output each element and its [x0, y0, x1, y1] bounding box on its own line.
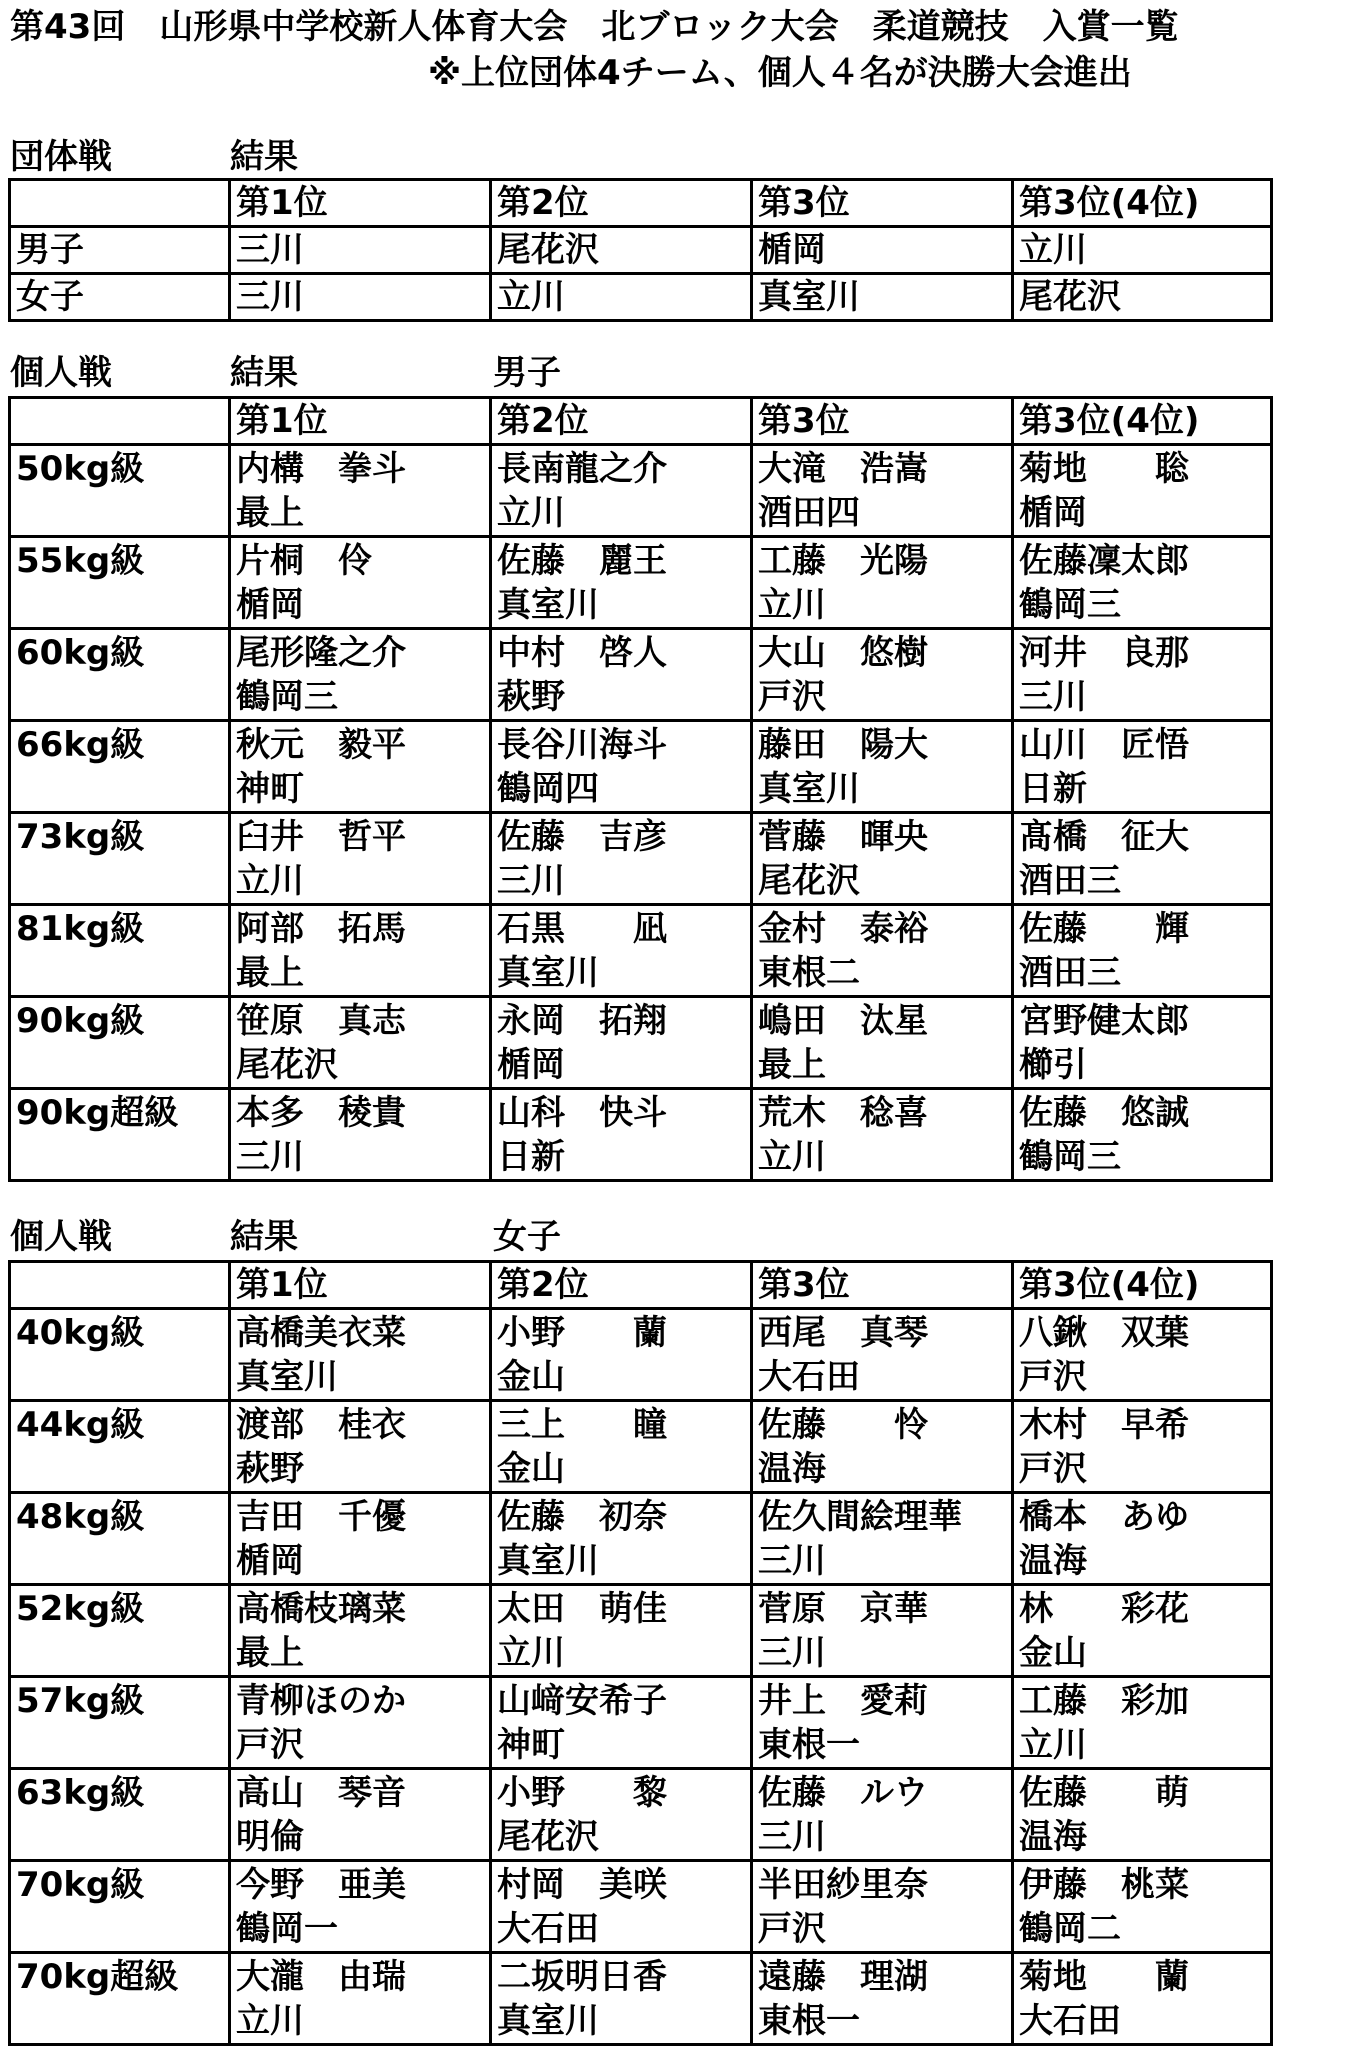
winner-cell — [491, 1089, 752, 1181]
school-name: 最上 — [236, 953, 304, 993]
school-name: 萩野 — [236, 1449, 304, 1489]
rank-header-cell: 第2位 — [491, 398, 752, 445]
school-name: 戸沢 — [758, 677, 826, 717]
winner-cell — [752, 813, 1013, 905]
athlete-name: 河井 良那 — [1019, 633, 1189, 673]
school-name: 金山 — [1019, 1633, 1087, 1673]
school-name: 明倫 — [236, 1817, 304, 1857]
winner-cell — [491, 1861, 752, 1953]
athlete-name: 村岡 美咲 — [497, 1865, 667, 1905]
school-name: 楯岡 — [236, 585, 304, 625]
athlete-name: 山﨑安希子 — [497, 1681, 667, 1721]
athlete-name: 菅原 京華 — [758, 1589, 928, 1629]
school-name: 立川 — [758, 1137, 826, 1177]
winner-cell — [491, 905, 752, 997]
school-name: 神町 — [236, 769, 304, 809]
winner-cell — [1013, 721, 1272, 813]
school-name: 真室川 — [758, 769, 860, 809]
gender-cell: 女子 — [10, 274, 230, 321]
weight-class-row — [10, 1953, 1272, 2045]
winner-cell — [491, 813, 752, 905]
athlete-name: 工藤 光陽 — [758, 541, 928, 581]
girls-individual-table — [8, 1260, 1273, 2046]
winner-cell — [230, 1089, 491, 1181]
school-cell: 三川 — [230, 274, 491, 321]
school-name: 鶴岡三 — [1019, 585, 1121, 625]
athlete-name: 嶋田 汰星 — [758, 1001, 928, 1041]
school-name: 最上 — [758, 1045, 826, 1085]
rank-header-cell: 第3位(4位) — [1013, 180, 1272, 227]
school-name: 東根一 — [758, 1725, 860, 1765]
winner-cell — [230, 905, 491, 997]
boys-gender-label: 男子 — [493, 353, 561, 393]
winner-cell — [1013, 1861, 1272, 1953]
school-name: 酒田四 — [758, 493, 860, 533]
weight-class-cell: 60kg級 — [10, 629, 230, 721]
school-name: 東根二 — [758, 953, 860, 993]
winner-cell — [230, 1769, 491, 1861]
weight-class-row — [10, 813, 1272, 905]
school-name: 立川 — [497, 1633, 565, 1673]
athlete-name: 佐藤 ルウ — [758, 1773, 928, 1813]
school-name: 尾花沢 — [758, 861, 860, 901]
school-name: 真室川 — [497, 585, 599, 625]
team-row — [10, 274, 1272, 321]
winner-cell — [752, 905, 1013, 997]
athlete-name: 荒木 稔喜 — [758, 1093, 928, 1133]
team-header-row — [10, 180, 1272, 227]
athlete-name: 大山 悠樹 — [758, 633, 928, 673]
winner-cell — [1013, 1677, 1272, 1769]
weight-class-row — [10, 629, 1272, 721]
athlete-name: 片桐 伶 — [236, 541, 372, 581]
team-row — [10, 227, 1272, 274]
girls-table-body — [10, 1262, 1272, 2045]
school-name: 立川 — [236, 2001, 304, 2041]
athlete-name: 藤田 陽大 — [758, 725, 928, 765]
athlete-name: 太田 萌佳 — [497, 1589, 667, 1629]
athlete-name: 林 彩花 — [1019, 1589, 1189, 1629]
rank-header-cell: 第2位 — [491, 1262, 752, 1309]
athlete-name: 八鍬 双葉 — [1019, 1313, 1189, 1353]
winner-cell — [1013, 1309, 1272, 1401]
athlete-name: 三上 瞳 — [497, 1405, 667, 1445]
athlete-name: 二坂明日香 — [497, 1957, 667, 1997]
girls-section-label: 個人戦 — [10, 1217, 112, 1257]
athlete-name: 高山 琴音 — [236, 1773, 406, 1813]
weight-class-row — [10, 1309, 1272, 1401]
athlete-name: 高橋美衣菜 — [236, 1313, 406, 1353]
school-name: 鶴岡一 — [236, 1909, 338, 1949]
athlete-name: 大滝 浩嵩 — [758, 449, 928, 489]
athlete-name: 菊地 蘭 — [1019, 1957, 1189, 1997]
school-name: 三川 — [497, 861, 565, 901]
school-name: 日新 — [1019, 769, 1087, 809]
winner-cell — [230, 721, 491, 813]
winner-cell — [230, 1401, 491, 1493]
athlete-name: 吉田 千優 — [236, 1497, 406, 1537]
school-name: 立川 — [497, 493, 565, 533]
boys-result-label: 結果 — [230, 353, 298, 393]
athlete-name: 大瀧 由瑞 — [236, 1957, 406, 1997]
school-name: 真室川 — [497, 953, 599, 993]
weight-class-cell: 40kg級 — [10, 1309, 230, 1401]
athlete-name: 井上 愛莉 — [758, 1681, 928, 1721]
school-name: 大石田 — [758, 1357, 860, 1397]
weight-class-row — [10, 1585, 1272, 1677]
weight-class-row — [10, 1769, 1272, 1861]
athlete-name: 菅藤 暉央 — [758, 817, 928, 857]
school-cell: 尾花沢 — [1013, 274, 1272, 321]
athlete-name: 佐藤 麗王 — [497, 541, 667, 581]
school-name: 温海 — [1019, 1541, 1087, 1581]
winner-cell — [491, 997, 752, 1089]
weight-class-row — [10, 905, 1272, 997]
athlete-name: 遠藤 理湖 — [758, 1957, 928, 1997]
school-name: 酒田三 — [1019, 953, 1121, 993]
winner-cell — [752, 1089, 1013, 1181]
page-title: 第43回 山形県中学校新人体育大会 北ブロック大会 柔道競技 入賞一覧 — [10, 7, 1179, 47]
school-cell: 三川 — [230, 227, 491, 274]
athlete-name: 木村 早希 — [1019, 1405, 1189, 1445]
athlete-name: 佐藤 輝 — [1019, 909, 1189, 949]
winner-cell — [1013, 537, 1272, 629]
winner-cell — [1013, 905, 1272, 997]
winner-cell — [1013, 1089, 1272, 1181]
winner-cell — [230, 1493, 491, 1585]
winner-cell — [230, 537, 491, 629]
school-name: 最上 — [236, 1633, 304, 1673]
school-cell: 立川 — [491, 274, 752, 321]
school-name: 真室川 — [236, 1357, 338, 1397]
athlete-name: 伊藤 桃菜 — [1019, 1865, 1189, 1905]
winner-cell — [1013, 1401, 1272, 1493]
winner-cell — [752, 1309, 1013, 1401]
school-name: 立川 — [1019, 1725, 1087, 1765]
winner-cell — [491, 537, 752, 629]
athlete-name: 内構 拳斗 — [236, 449, 406, 489]
school-name: 真室川 — [497, 1541, 599, 1581]
winner-cell — [752, 1769, 1013, 1861]
school-name: 三川 — [758, 1633, 826, 1673]
winner-cell — [752, 997, 1013, 1089]
weight-class-cell: 57kg級 — [10, 1677, 230, 1769]
winner-cell — [752, 1953, 1013, 2045]
weight-class-row — [10, 1493, 1272, 1585]
school-name: 最上 — [236, 493, 304, 533]
boys-section-label: 個人戦 — [10, 353, 112, 393]
athlete-name: 半田紗里奈 — [758, 1865, 928, 1905]
weight-class-row — [10, 997, 1272, 1089]
winner-cell — [491, 1309, 752, 1401]
athlete-name: 高橋枝璃菜 — [236, 1589, 406, 1629]
team-table-body — [10, 180, 1272, 321]
athlete-name: 小野 黎 — [497, 1773, 667, 1813]
weight-class-row — [10, 721, 1272, 813]
athlete-name: 佐藤 悠誠 — [1019, 1093, 1189, 1133]
athlete-name: 佐藤凜太郎 — [1019, 541, 1189, 581]
winner-cell — [230, 1861, 491, 1953]
gender-cell: 男子 — [10, 227, 230, 274]
school-name: 萩野 — [497, 677, 565, 717]
winner-cell — [491, 1401, 752, 1493]
winner-cell — [491, 1953, 752, 2045]
school-name: 戸沢 — [758, 1909, 826, 1949]
athlete-name: 笹原 真志 — [236, 1001, 406, 1041]
athlete-name: 渡部 桂衣 — [236, 1405, 406, 1445]
athlete-name: 橋本 あゆ — [1019, 1497, 1189, 1537]
athlete-name: 臼井 哲平 — [236, 817, 406, 857]
winner-cell — [752, 1585, 1013, 1677]
winner-cell — [1013, 813, 1272, 905]
athlete-name: 山川 匠悟 — [1019, 725, 1189, 765]
header-corner-cell — [10, 180, 230, 227]
school-cell: 立川 — [1013, 227, 1272, 274]
school-name: 大石田 — [497, 1909, 599, 1949]
school-name: 神町 — [497, 1725, 565, 1765]
weight-class-row — [10, 445, 1272, 537]
athlete-name: 髙橋 征大 — [1019, 817, 1189, 857]
athlete-name: 今野 亜美 — [236, 1865, 406, 1905]
team-section-label: 団体戦 — [10, 137, 112, 177]
winner-cell — [491, 721, 752, 813]
winner-cell — [230, 445, 491, 537]
header-corner-cell — [10, 398, 230, 445]
school-name: 戸沢 — [1019, 1449, 1087, 1489]
winner-cell — [491, 629, 752, 721]
school-name: 三川 — [236, 1137, 304, 1177]
school-name: 楯岡 — [1019, 493, 1087, 533]
weight-class-cell: 66kg級 — [10, 721, 230, 813]
athlete-name: 工藤 彩加 — [1019, 1681, 1189, 1721]
school-name: 温海 — [1019, 1817, 1087, 1857]
school-name: 鶴岡三 — [236, 677, 338, 717]
girls-gender-label: 女子 — [493, 1217, 561, 1257]
weight-class-row — [10, 1677, 1272, 1769]
winner-cell — [491, 1493, 752, 1585]
school-cell: 真室川 — [752, 274, 1013, 321]
school-name: 三川 — [758, 1817, 826, 1857]
school-name: 三川 — [758, 1541, 826, 1581]
athlete-name: 尾形隆之介 — [236, 633, 406, 673]
athlete-name: 永岡 拓翔 — [497, 1001, 667, 1041]
boys-table-body — [10, 398, 1272, 1181]
winner-cell — [1013, 1769, 1272, 1861]
weight-class-cell: 90kg級 — [10, 997, 230, 1089]
athlete-name: 西尾 真琴 — [758, 1313, 928, 1353]
athlete-name: 中村 啓人 — [497, 633, 667, 673]
school-name: 楯岡 — [497, 1045, 565, 1085]
athlete-name: 阿部 拓馬 — [236, 909, 406, 949]
winner-cell — [752, 721, 1013, 813]
winner-cell — [1013, 1585, 1272, 1677]
weight-class-cell: 50kg級 — [10, 445, 230, 537]
rank-header-cell: 第1位 — [230, 1262, 491, 1309]
winner-cell — [230, 1677, 491, 1769]
athlete-name: 石黒 凪 — [497, 909, 667, 949]
winner-cell — [752, 1493, 1013, 1585]
winner-cell — [230, 1953, 491, 2045]
rank-header-cell: 第3位 — [752, 180, 1013, 227]
boys-individual-table — [8, 396, 1273, 1182]
rank-header-cell: 第2位 — [491, 180, 752, 227]
winner-cell — [230, 1309, 491, 1401]
school-name: 尾花沢 — [497, 1817, 599, 1857]
school-name: 三川 — [1019, 677, 1087, 717]
weight-class-row — [10, 1401, 1272, 1493]
school-name: 楯岡 — [236, 1541, 304, 1581]
individual-header-row — [10, 398, 1272, 445]
winner-cell — [752, 1861, 1013, 1953]
rank-header-cell: 第1位 — [230, 180, 491, 227]
athlete-name: 小野 蘭 — [497, 1313, 667, 1353]
school-name: 金山 — [497, 1449, 565, 1489]
school-name: 真室川 — [497, 2001, 599, 2041]
weight-class-cell: 81kg級 — [10, 905, 230, 997]
athlete-name: 佐藤 初奈 — [497, 1497, 667, 1537]
winner-cell — [752, 629, 1013, 721]
individual-header-row — [10, 1262, 1272, 1309]
school-name: 尾花沢 — [236, 1045, 338, 1085]
winner-cell — [1013, 997, 1272, 1089]
weight-class-cell: 52kg級 — [10, 1585, 230, 1677]
weight-class-row — [10, 1861, 1272, 1953]
athlete-name: 菊地 聡 — [1019, 449, 1189, 489]
weight-class-cell: 70kg超級 — [10, 1953, 230, 2045]
winner-cell — [491, 1585, 752, 1677]
school-name: 酒田三 — [1019, 861, 1121, 901]
school-name: 金山 — [497, 1357, 565, 1397]
weight-class-cell: 55kg級 — [10, 537, 230, 629]
rank-header-cell: 第1位 — [230, 398, 491, 445]
school-name: 櫛引 — [1019, 1045, 1087, 1085]
winner-cell — [230, 1585, 491, 1677]
winner-cell — [491, 1769, 752, 1861]
school-name: 戸沢 — [1019, 1357, 1087, 1397]
winner-cell — [752, 445, 1013, 537]
winner-cell — [230, 629, 491, 721]
school-name: 温海 — [758, 1449, 826, 1489]
athlete-name: 佐藤 吉彦 — [497, 817, 667, 857]
school-name: 鶴岡三 — [1019, 1137, 1121, 1177]
winner-cell — [230, 813, 491, 905]
team-result-label: 結果 — [230, 137, 298, 177]
athlete-name: 青柳ほのか — [236, 1681, 406, 1721]
school-name: 大石田 — [1019, 2001, 1121, 2041]
school-name: 東根一 — [758, 2001, 860, 2041]
school-name: 戸沢 — [236, 1725, 304, 1765]
athlete-name: 佐藤 萌 — [1019, 1773, 1189, 1813]
school-name: 立川 — [236, 861, 304, 901]
school-name: 立川 — [758, 585, 826, 625]
weight-class-cell: 44kg級 — [10, 1401, 230, 1493]
rank-header-cell: 第3位(4位) — [1013, 398, 1272, 445]
winner-cell — [491, 445, 752, 537]
school-name: 日新 — [497, 1137, 565, 1177]
school-name: 鶴岡二 — [1019, 1909, 1121, 1949]
athlete-name: 山科 快斗 — [497, 1093, 667, 1133]
athlete-name: 佐久間絵理華 — [758, 1497, 962, 1537]
athlete-name: 宮野健太郎 — [1019, 1001, 1189, 1041]
weight-class-cell: 90kg超級 — [10, 1089, 230, 1181]
weight-class-cell: 70kg級 — [10, 1861, 230, 1953]
school-cell: 尾花沢 — [491, 227, 752, 274]
winner-cell — [752, 1401, 1013, 1493]
athlete-name: 本多 稜貴 — [236, 1093, 406, 1133]
team-results-table — [8, 178, 1273, 322]
rank-header-cell: 第3位 — [752, 1262, 1013, 1309]
page-subtitle: ※上位団体4チーム、個人４名が決勝大会進出 — [428, 53, 1132, 93]
winner-cell — [1013, 445, 1272, 537]
winner-cell — [230, 997, 491, 1089]
winner-cell — [1013, 1493, 1272, 1585]
weight-class-cell: 63kg級 — [10, 1769, 230, 1861]
weight-class-cell: 73kg級 — [10, 813, 230, 905]
rank-header-cell: 第3位(4位) — [1013, 1262, 1272, 1309]
athlete-name: 秋元 毅平 — [236, 725, 406, 765]
weight-class-row — [10, 1089, 1272, 1181]
athlete-name: 長南龍之介 — [497, 449, 667, 489]
weight-class-cell: 48kg級 — [10, 1493, 230, 1585]
winner-cell — [752, 537, 1013, 629]
winner-cell — [491, 1677, 752, 1769]
girls-result-label: 結果 — [230, 1217, 298, 1257]
winner-cell — [1013, 629, 1272, 721]
rank-header-cell: 第3位 — [752, 398, 1013, 445]
athlete-name: 佐藤 怜 — [758, 1405, 928, 1445]
school-name: 鶴岡四 — [497, 769, 599, 809]
athlete-name: 金村 泰裕 — [758, 909, 928, 949]
winner-cell — [1013, 1953, 1272, 2045]
school-cell: 楯岡 — [752, 227, 1013, 274]
weight-class-row — [10, 537, 1272, 629]
header-corner-cell — [10, 1262, 230, 1309]
athlete-name: 長谷川海斗 — [497, 725, 667, 765]
winner-cell — [752, 1677, 1013, 1769]
